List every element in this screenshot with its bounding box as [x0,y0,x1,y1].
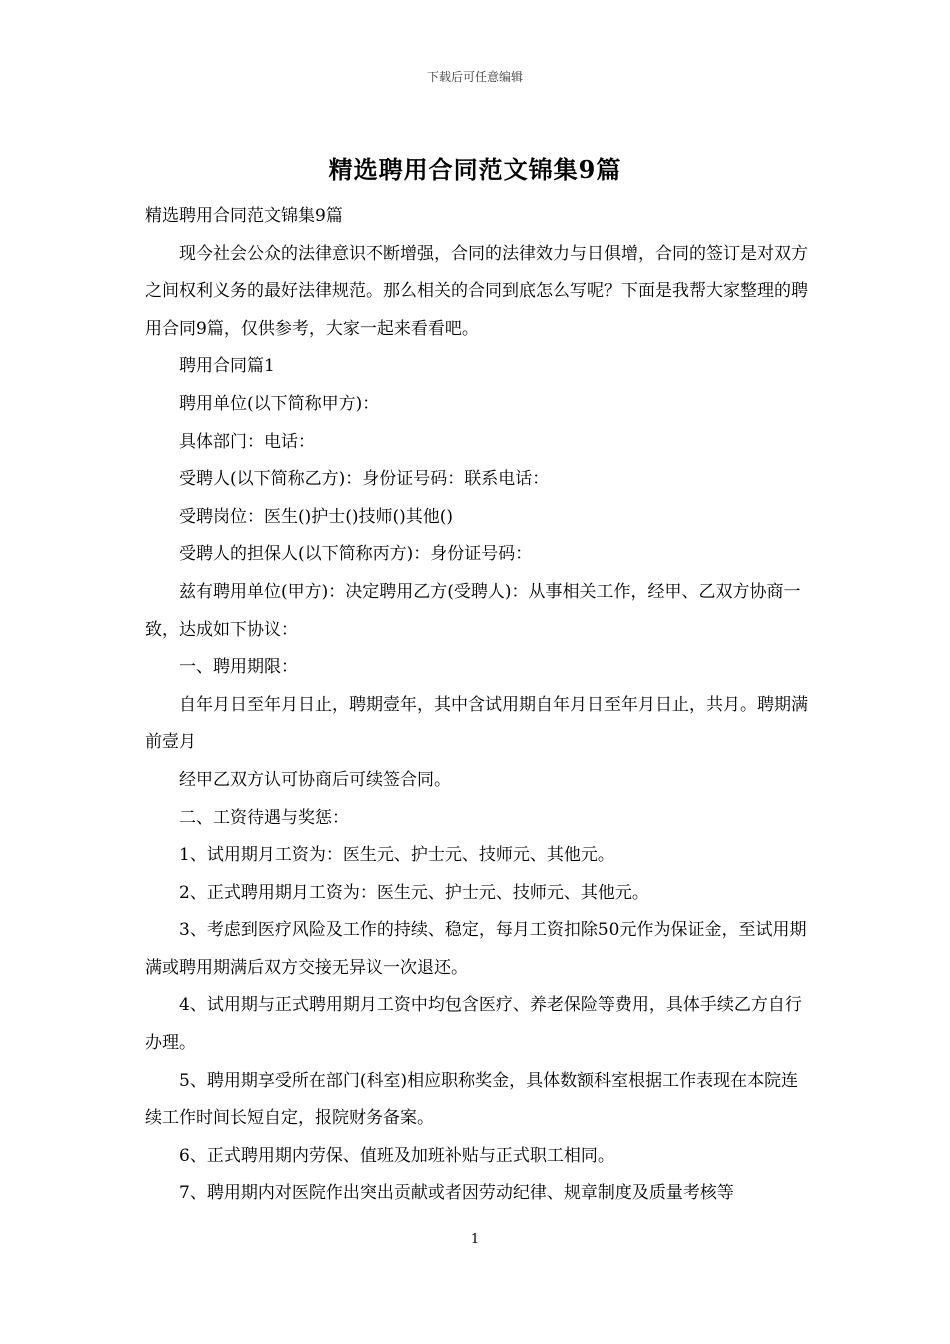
paragraph: 4、试用期与正式聘用期月工资中均包含医疗、养老保险等费用，具体手续乙方自行办理。 [145,995,802,1054]
paragraph: 聘用合同篇1 [179,356,275,377]
paragraph: 一、聘用期限： [179,657,298,678]
paragraph: 兹有聘用单位(甲方)：决定聘用乙方(受聘人)：从事相关工作，经甲、乙双方协商一致，达成如下协议： [145,581,801,640]
document-title: 精选聘用合同范文锦集9篇 [328,155,622,184]
document-body [145,198,810,1213]
paragraph: 现今社会公众的法律意识不断增强，合同的法律效力与日俱增，合同的签订是对双方之间权利义务的最好法律规范。那么相关的合同到底怎么写呢？下面是我帮大家整理的聘用合同9篇，仅供参考，大家一起来看看吧。 [145,243,808,339]
paragraph: 受聘岗位：医生()护士()技师()其他() [179,506,454,527]
paragraph: 经甲乙双方认可协商后可续签合同。 [179,769,451,790]
paragraph: 具体部门：电话： [179,431,315,452]
paragraph: 二、工资待遇与奖惩： [179,807,349,828]
paragraph: 受聘人的担保人(以下简称丙方)：身份证号码： [179,544,533,565]
paragraph: 受聘人(以下简称乙方)：身份证号码：联系电话： [179,469,550,490]
paragraph: 精选聘用合同范文锦集9篇 [145,206,343,226]
paragraph: 2、正式聘用期月工资为：医生元、护士元、技师元、其他元。 [179,882,649,903]
paragraph: 5、聘用期享受所在部门(科室)相应职称奖金，具体数额科室根据工作表现在本院连续工作时间长短自定，报院财务备案。 [145,1070,799,1129]
paragraph: 6、正式聘用期内劳保、值班及加班补贴与正式职工相同。 [179,1145,615,1166]
page-number: 1 [470,1232,480,1247]
header-note: 下载后可任意编辑 [426,70,523,84]
paragraph: 1、试用期月工资为：医生元、护士元、技师元、其他元。 [179,845,615,866]
paragraph: 3、考虑到医疗风险及工作的持续、稳定，每月工资扣除50元作为保证金，至试用期满或聘用期满后双方交接无异议一次退还。 [145,920,807,978]
paragraph: 聘用单位(以下简称甲方)： [179,393,380,414]
paragraph: 自年月日至年月日止，聘期壹年，其中含试用期自年月日至年月日止，共月。聘期满前壹月 [145,694,808,753]
paragraph: 7、聘用期内对医院作出突出贡献或者因劳动纪律、规章制度及质量考核等 [179,1183,734,1204]
